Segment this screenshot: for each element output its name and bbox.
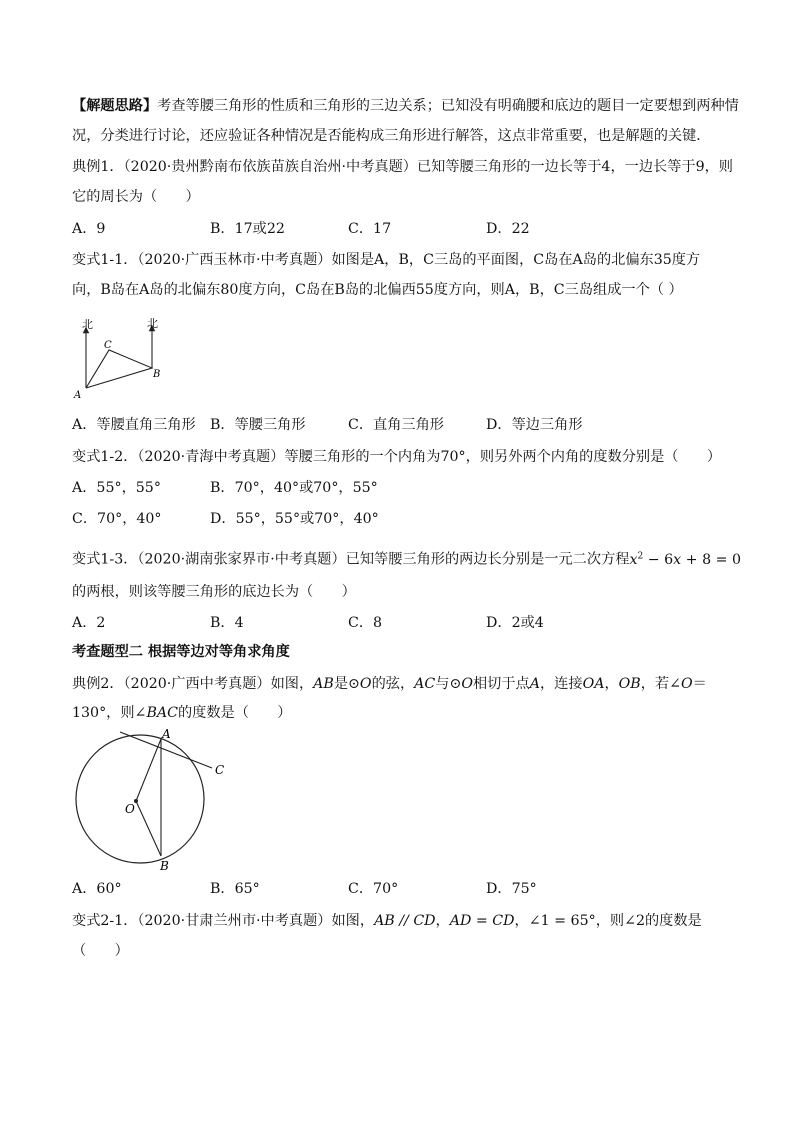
circle-tangent-figure xyxy=(70,728,245,878)
island-triangle xyxy=(86,350,152,388)
variant2-1-question-line1: 变式2-1．（2020·甘肃兰州市·中考真题）如图，AB // CD，AD = CD，∠1 = 65°，则∠2的度数是 xyxy=(72,913,702,929)
example1-question-line1: 典例1．（2020·贵州黔南布依族苗族自治州·中考真题）已知等腰三角形的一边长等于4，一边长等于9，则 xyxy=(72,159,733,175)
circle-o xyxy=(76,735,204,863)
example2-question-line2: 130°，则∠BAC的度数是（ ） xyxy=(72,705,292,721)
variant1-3-option-d: D．2或4 xyxy=(486,615,544,631)
quadratic-equation: $x^2 - 6x + 8 = 0$ xyxy=(629,551,742,568)
variant1-3-option-a: A．2 xyxy=(72,615,106,631)
point-label-b: B xyxy=(160,859,169,873)
example1-option-c: C．17 xyxy=(348,221,392,237)
point-label-a: A xyxy=(162,727,171,741)
point-label-a: A xyxy=(74,390,82,401)
variant1-2-option-b: B．70°，40°或70°，55° xyxy=(210,480,378,496)
variant1-3-option-c: C．8 xyxy=(348,615,383,631)
variant1-1-option-c: C．直角三角形 xyxy=(348,417,444,433)
hint-paragraph-line1 xyxy=(72,96,739,116)
variant1-1-option-d: D．等边三角形 xyxy=(486,417,583,433)
example2-option-d: D．75° xyxy=(486,881,537,897)
north-label-a: 北 xyxy=(82,318,93,331)
variant1-1-question-line2: 向，B岛在A岛的北偏东80度方向，C岛在B岛的北偏西55度方向，则A，B，C三岛组成一个（ ） xyxy=(72,282,683,298)
point-label-c: C xyxy=(215,763,225,777)
section2-heading: 考查题型二 根据等边对等角求角度 xyxy=(72,644,290,660)
variant1-3-question-line2: 的两根，则该等腰三角形的底边长为（ ） xyxy=(72,584,356,600)
example2-option-a: A．60° xyxy=(72,881,122,897)
variant1-2-question: 变式1-2．（2020·青海中考真题）等腰三角形的一个内角为70°，则另外两个内角的度数分别是（ ） xyxy=(72,449,722,465)
example2-option-c: C．70° xyxy=(348,881,399,897)
variant1-3-question-line1 xyxy=(72,546,741,570)
variant1-3-option-b: B．4 xyxy=(210,615,244,631)
variant1-2-option-c: C．70°，40° xyxy=(72,511,162,527)
north-label-b: 北 xyxy=(147,317,158,330)
variant1-2-option-d: D．55°，55°或70°，40° xyxy=(210,511,379,527)
point-label-o: O xyxy=(125,802,135,816)
radius-oa xyxy=(136,739,161,801)
hint-paragraph-line2: 况，分类进行讨论，还应验证各种情况是否能构成三角形进行解答，这点非常重要，也是解题的关键． xyxy=(72,128,711,144)
example2-option-b: B．65° xyxy=(210,881,260,897)
point-label-c: C xyxy=(104,340,112,351)
hint-label: 【解题思路】 xyxy=(72,98,158,114)
variant2-1-question-line2: （ ） xyxy=(72,943,129,959)
variant1-1-question-line1: 变式1-1．（2020·广西玉林市·中考真题）如图是A，B，C三岛的平面图，C岛在A岛的北偏东35度方 xyxy=(72,252,701,268)
example2-question-line1: 典例2．（2020·广西中考真题）如图，AB是⊙O的弦，AC与⊙O相切于点A，连接OA，OB，若∠O＝ xyxy=(72,676,707,692)
example1-option-d: D．22 xyxy=(486,221,530,237)
example1-question-line2: 它的周长为（ ） xyxy=(72,189,200,205)
variant1-1-option-a: A．等腰直角三角形 xyxy=(72,417,196,433)
variant1-1-option-b: B．等腰三角形 xyxy=(210,417,306,433)
example1-option-b: B．17或22 xyxy=(210,221,285,237)
example1-option-a: A．9 xyxy=(72,221,106,237)
hint-text-1: 考查等腰三角形的性质和三角形的三边关系；已知没有明确腰和底边的题目一定要想到两种情 xyxy=(157,98,739,114)
variant1-3-text: 变式1-3．（2020·湖南张家界市·中考真题）已知等腰三角形的两边长分别是一元二次方程 xyxy=(72,551,630,568)
variant1-2-option-a: A．55°，55° xyxy=(72,480,161,496)
island-triangle-figure xyxy=(72,316,182,406)
point-label-b: B xyxy=(153,369,161,380)
radius-ob xyxy=(136,801,161,856)
